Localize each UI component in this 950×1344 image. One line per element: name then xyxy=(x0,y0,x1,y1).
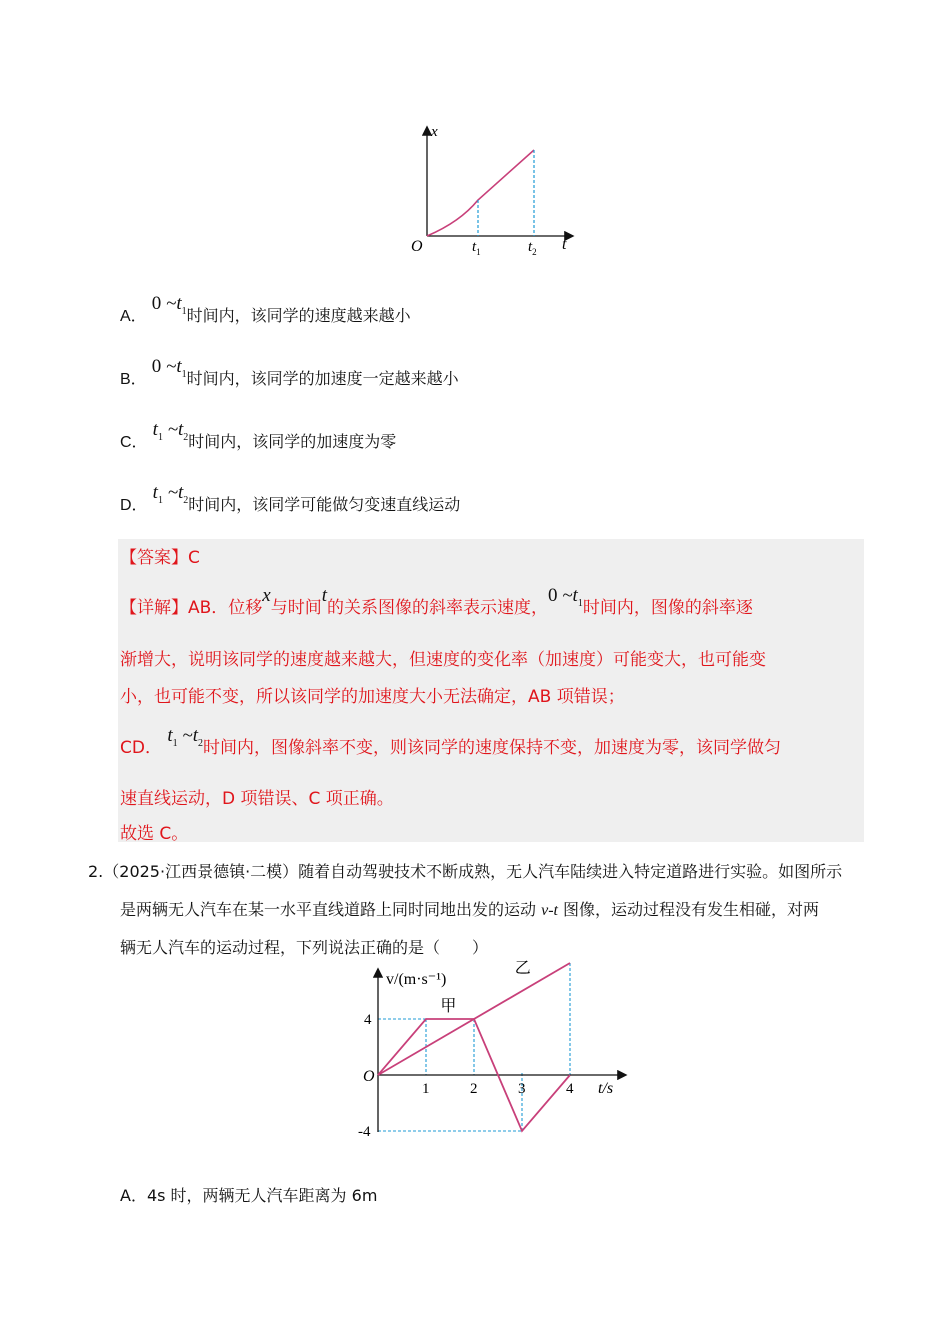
series-label-jia: 甲 xyxy=(440,998,457,1015)
detail-line-3: 小，也可能不变，所以该同学的加速度大小无法确定，AB 项错误； xyxy=(120,687,625,707)
origin-label: O xyxy=(411,238,423,255)
option-d[interactable]: D． $t_1$ $\sim t_2$时间内，该同学可能做匀变速直线运动 xyxy=(120,482,461,514)
range-math: $t_1$ $\sim t_2$ xyxy=(152,419,189,443)
x-tick-label: 4 xyxy=(566,1081,574,1097)
answer-line: 【答案】C xyxy=(120,548,200,568)
question-2-line-2: 是两辆无人汽车在某一水平直线道路上同时同地出发的运动 v-t 图像，运动过程没有发生相碰，对两 xyxy=(120,900,820,919)
origin-label: O xyxy=(363,1068,375,1085)
vt-chart xyxy=(350,960,640,1140)
detail-line-2: 渐增大，说明该同学的速度越来越大，但速度的变化率（加速度）可能变大，也可能变 xyxy=(120,650,766,670)
detail-line-6: 故选 C。 xyxy=(120,824,189,844)
x-tick-label: 2 xyxy=(470,1081,478,1097)
detail-line-5: 速直线运动，D 项错误、C 项正确。 xyxy=(120,789,394,809)
t-axis-label: t xyxy=(562,236,567,253)
question-2-line-1: 2.（2025·江西景德镇·二模）随着自动驾驶技术不断成熟，无人汽车陆续进入特定道路进行实验。如图所示 xyxy=(88,862,843,881)
option-a[interactable]: A． 0 $\sim t_1$时间内，该同学的速度越来越小 xyxy=(120,293,411,325)
xt-curve xyxy=(427,150,534,236)
y-tick-label: 4 xyxy=(364,1012,372,1028)
x-axis-label: x xyxy=(431,124,438,140)
t2-label: $t_2$ xyxy=(528,239,537,257)
x-tick-label: 1 xyxy=(422,1081,430,1097)
range-math: $t_1$ $\sim t_2$ xyxy=(152,482,189,506)
y-tick-label: -4 xyxy=(358,1124,371,1140)
question-2-line-3: 辆无人汽车的运动过程，下列说法正确的是（ ） xyxy=(120,938,489,957)
range-math: 0 $\sim t_1$ xyxy=(151,293,187,317)
x-tick-label: 3 xyxy=(518,1081,526,1097)
detail-line-4: CD． $t_1$ $\sim t_2$时间内，图像斜率不变，则该同学的速度保持不变，加速度为零，该同学做匀 xyxy=(120,725,781,758)
series-label-yi: 乙 xyxy=(514,960,531,977)
question-2-option-a[interactable]: A．4s 时，两辆无人汽车距离为 6m xyxy=(120,1186,378,1205)
v-axis-label: v/(m·s⁻¹) xyxy=(386,971,447,988)
option-b[interactable]: B． 0 $\sim t_1$时间内，该同学的加速度一定越来越小 xyxy=(120,356,459,388)
t-axis-label: t/s xyxy=(598,1080,614,1097)
detail-line-1: 【详解】AB．位移x与时间t的关系图像的斜率表示速度，0 $\sim t_1$时间内，图像的斜率逐 xyxy=(120,585,753,618)
range-math: 0 $\sim t_1$ xyxy=(151,356,187,380)
option-c[interactable]: C． $t_1$ $\sim t_2$时间内，该同学的加速度为零 xyxy=(120,419,397,451)
xt-graph xyxy=(400,120,590,260)
t1-label: $t_1$ xyxy=(472,239,481,257)
